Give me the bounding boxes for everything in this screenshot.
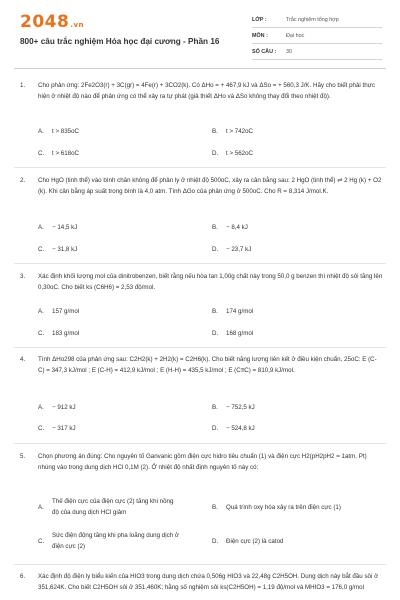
- question-separator: [14, 564, 386, 565]
- option-letter: D.: [212, 330, 219, 337]
- option-text: t > 742oC: [226, 128, 254, 135]
- option-letter: D.: [212, 246, 219, 253]
- option-text: Sức điện động tăng khi pha loãng dung dịch ở điện cực (2): [52, 532, 179, 550]
- option-text: Điện cực (2) là catod: [226, 538, 284, 545]
- option-text: t > 618oC: [52, 150, 80, 157]
- question-text: Cho HgO (tinh thể) vào bình chân không để phản ly ở nhiệt độ 500oC, xảy ra cân bằng sau: 2 HgO (tinh thể) ⇌ 2 Hg (k) + O2 (k). Khi cân bằng áp suất trong bình là 4,0 atm. Tính ΔGo của phản ứng ở 500oC. Cho R = 8,314 J/mol.K.: [38, 177, 382, 196]
- question-separator: [14, 167, 386, 168]
- question-number: 5.: [20, 453, 26, 460]
- option-letter: D.: [212, 538, 219, 545]
- option-text: − 524,8 kJ: [226, 425, 255, 432]
- info-value: Đại học: [286, 32, 305, 39]
- option-text: − 912 kJ: [52, 404, 76, 411]
- option-letter: C.: [38, 538, 45, 545]
- question-text: Xác định khối lượng mol của dinitrobenzen, biết rằng nếu hòa tan 1,00g chất này trong 50,0 g benzen thì nhiệt độ sôi tăng lên 0,30oC. Cho biết ks (C6H6) = 2,53 độ/mol.: [38, 273, 383, 292]
- option-letter: B.: [212, 224, 218, 231]
- option-letter: A.: [38, 224, 44, 231]
- option-letter: C.: [38, 246, 45, 253]
- info-key: MÔN :: [252, 32, 268, 39]
- question-number: 1.: [20, 82, 26, 89]
- question-number: 2.: [20, 177, 26, 184]
- info-row-subject: [252, 28, 382, 44]
- logo-text: 2048: [20, 12, 70, 32]
- option-text: − 317 kJ: [52, 425, 76, 432]
- option-text: 157 g/mol: [52, 308, 80, 315]
- site-logo[interactable]: [20, 12, 84, 32]
- page-title: 800+ câu trắc nghiệm Hóa học đại cương - Phần 16: [20, 37, 220, 46]
- option-text: t > 562oC: [226, 150, 254, 157]
- option-text: − 752,5 kJ: [226, 404, 255, 411]
- question-text: Xác định độ điện ly biểu kiến của HIO3 trong dung dịch chứa 0,506g HIO3 và 22,48g C2H5OH. Dung dịch này bắt đầu sôi ở 351,624K. Cho biết C2H5OH sôi ở 351,460K; hằng số nghiệm sôi ks(C2H5OH) = 1,19 độ/mol và MHIO3 = 176,0 g/mol: [38, 573, 379, 592]
- question-number: 4.: [20, 356, 26, 363]
- option-letter: C.: [38, 330, 45, 337]
- info-row-count: [252, 44, 382, 60]
- option-letter: A.: [38, 308, 44, 315]
- header: [0, 0, 400, 62]
- option-letter: C.: [38, 425, 45, 432]
- info-row-class: [252, 12, 382, 28]
- option-letter: B.: [212, 504, 218, 511]
- option-text: 183 g/mol: [52, 330, 80, 337]
- option-letter: D.: [212, 150, 219, 157]
- question-text: Tính ΔHo298 của phản ứng sau: C2H2(k) + 2H2(k) = C2H6(k). Cho biết năng lượng liên kết ở điều kiện chuẩn, 25oC: E (C-C) = 347,3 kJ/mol ; E (C-H) = 412,9 kJ/mol ; E (H-H) = 435,5 kJ/mol ; E (C≡C) = 810,9 kJ/mol.: [38, 356, 377, 375]
- option-text: 168 g/mol: [226, 330, 254, 337]
- option-letter: A.: [38, 504, 44, 511]
- header-divider: [14, 68, 386, 69]
- question-text: Cho phản ứng: 2Fe2O3(r) + 3C(gr) = 4Fe(r) + 3CO2(k). Có ΔHo = + 467,9 kJ và ΔSo = + 560,3 J/K. Hãy cho biết phải thực hiện ở nhiệt độ nào để phản ứng có thể xảy ra tự phát (giả thiết ΔHo và ΔSo không thay đổi theo nhiệt độ).: [38, 82, 375, 101]
- quiz-info-table: [252, 12, 382, 60]
- question-separator: [14, 443, 386, 444]
- option-text: − 31,8 kJ: [52, 246, 78, 253]
- option-text: Thế điện cực của điện cực (2) tăng khi nồng độ của dung dịch HCl giảm: [52, 498, 174, 516]
- option-text: − 14,5 kJ: [52, 224, 78, 231]
- info-value: 30: [286, 48, 292, 55]
- option-text: Quá trình oxy hóa xảy ra trên điện cực (1): [226, 504, 341, 511]
- question-separator: [14, 347, 386, 348]
- option-letter: B.: [212, 404, 218, 411]
- question-number: 6.: [20, 573, 26, 580]
- option-letter: A.: [38, 404, 44, 411]
- question-separator: [14, 263, 386, 264]
- option-letter: B.: [212, 128, 218, 135]
- option-text: t > 835oC: [52, 128, 80, 135]
- option-letter: C.: [38, 150, 45, 157]
- info-value: Trắc nghiệm tổng hợp: [286, 16, 339, 23]
- option-text: − 23,7 kJ: [226, 246, 252, 253]
- option-text: − 8,4 kJ: [226, 224, 248, 231]
- logo-suffix: .vn: [70, 21, 85, 29]
- option-text: 174 g/mol: [226, 308, 254, 315]
- info-key: LỚP :: [252, 16, 267, 23]
- question-text: Chọn phương án đúng: Cho nguyên tố Ganvanic gồm điện cực hidro tiêu chuẩn (1) và điện cực H2(pH2pH2 = 1atm, Pt) nhúng vào trong dung dịch HCl 0,1M (2). Ở nhiệt độ nhất định nguyên tố này có:: [38, 453, 367, 472]
- option-letter: A.: [38, 128, 44, 135]
- info-key: SỐ CÂU :: [252, 48, 277, 55]
- option-letter: D.: [212, 425, 219, 432]
- question-number: 3.: [20, 273, 26, 280]
- option-letter: B.: [212, 308, 218, 315]
